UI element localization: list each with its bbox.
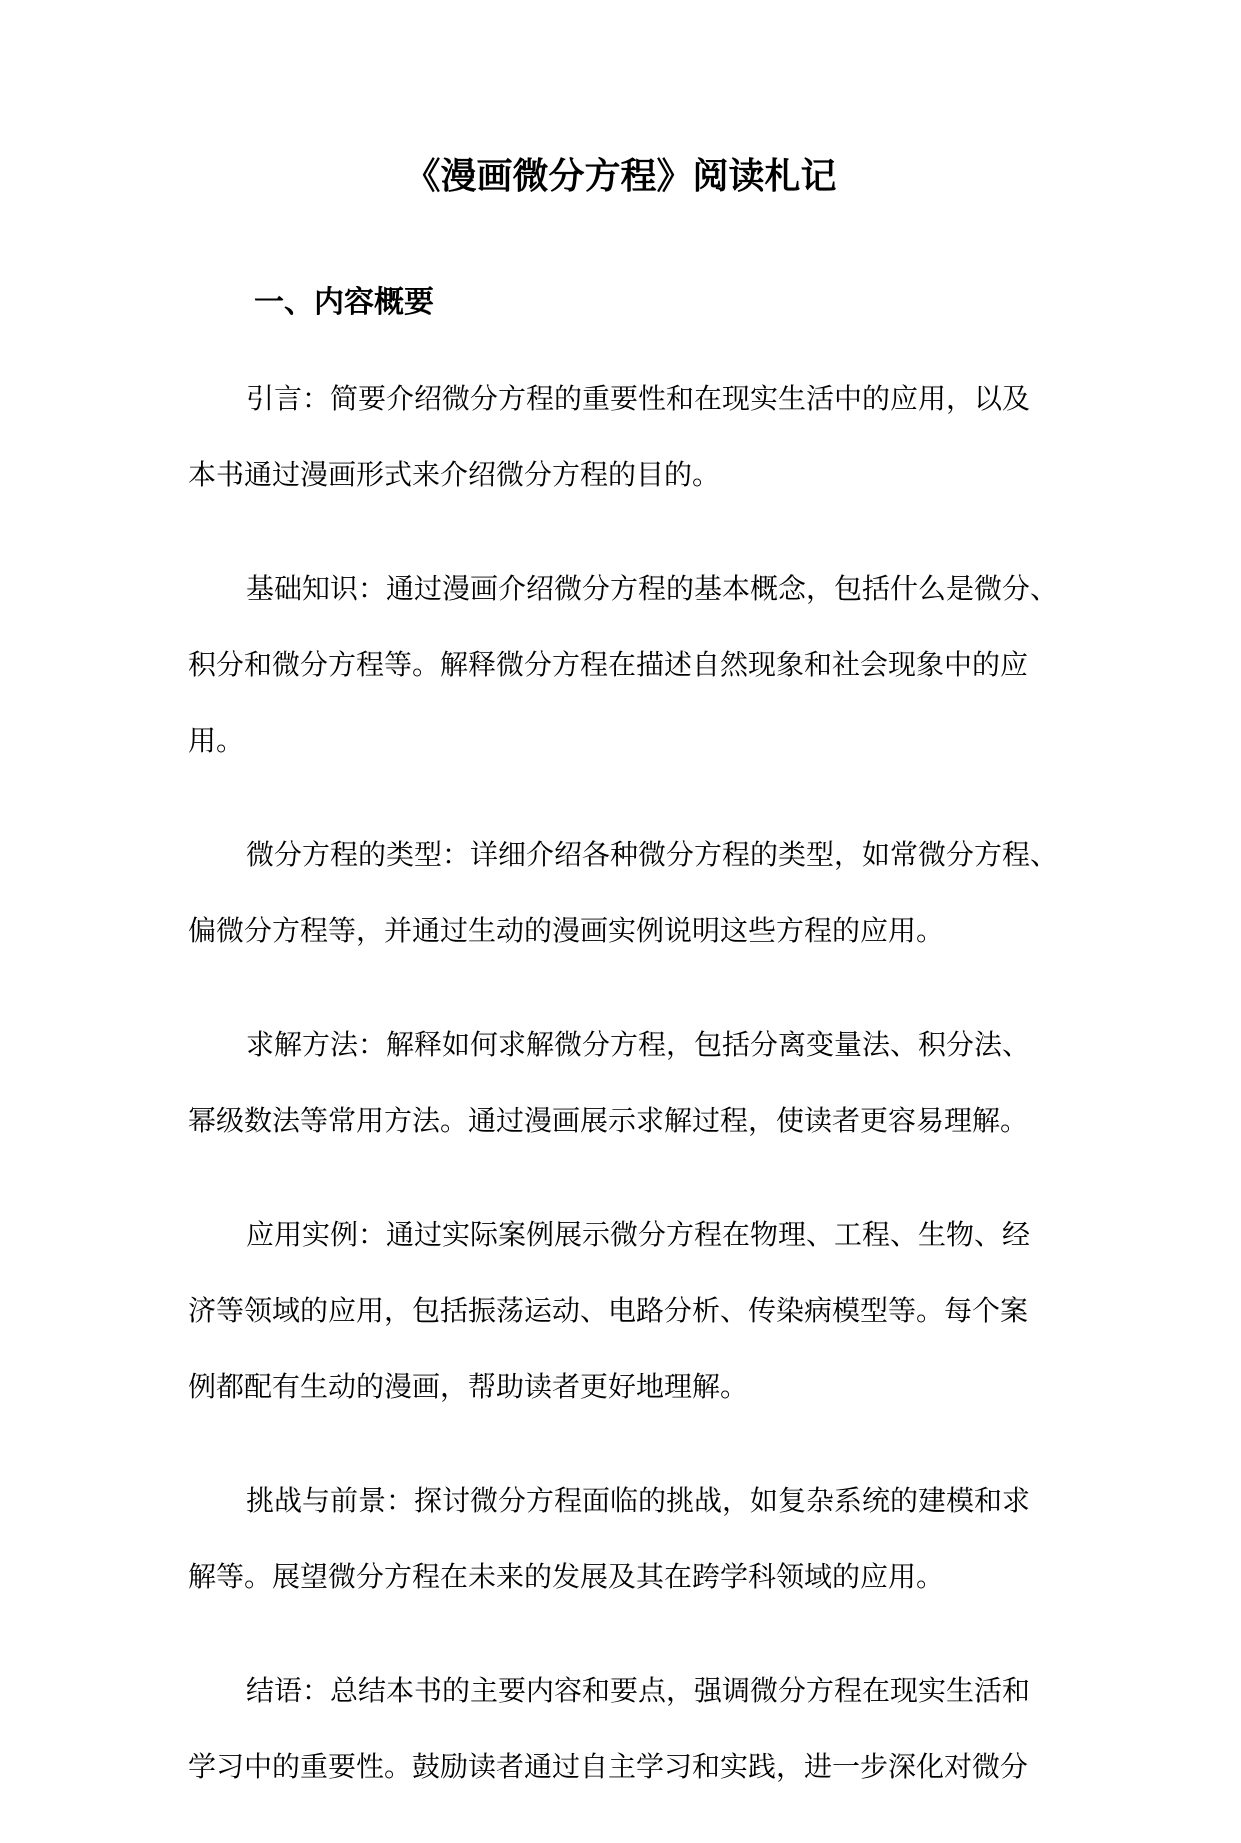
paragraph-applications: [188, 1197, 1058, 1425]
paragraph-line: 微分方程的类型：详细介绍各种微分方程的类型，如常微分方程、: [246, 838, 1059, 871]
section-heading: 一、内容概要: [254, 285, 434, 320]
paragraph-line: 本书通过漫画形式来介绍微分方程的目的。: [188, 458, 721, 491]
paragraph-line: 例都配有生动的漫画，帮助读者更好地理解。: [188, 1370, 749, 1403]
paragraph-line: 偏微分方程等，并通过生动的漫画实例说明这些方程的应用。: [188, 914, 945, 947]
paragraph-basics: [188, 551, 1058, 779]
paragraph-line: 求解方法：解释如何求解微分方程，包括分离变量法、积分法、: [246, 1028, 1031, 1061]
paragraph-types: [188, 817, 1058, 969]
paragraph-line: 用。: [188, 724, 245, 757]
paragraph-line: 基础知识：通过漫画介绍微分方程的基本概念，包括什么是微分、: [246, 572, 1059, 605]
paragraph-introduction: [188, 361, 1058, 513]
paragraph-line: 挑战与前景：探讨微分方程面临的挑战，如复杂系统的建模和求: [246, 1484, 1031, 1517]
paragraph-methods: [188, 1007, 1058, 1159]
paragraph-conclusion: [188, 1653, 1058, 1805]
paragraph-line: 学习中的重要性。鼓励读者通过自主学习和实践，进一步深化对微分: [188, 1750, 1029, 1783]
document-body: [188, 361, 1058, 1843]
paragraph-line: 幂级数法等常用方法。通过漫画展示求解过程，使读者更容易理解。: [188, 1104, 1029, 1137]
paragraph-line: 应用实例：通过实际案例展示微分方程在物理、工程、生物、经: [246, 1218, 1031, 1251]
document-title: 《漫画微分方程》阅读札记: [404, 155, 837, 197]
paragraph-line: 积分和微分方程等。解释微分方程在描述自然现象和社会现象中的应: [188, 648, 1029, 681]
paragraph-line: 济等领域的应用，包括振荡运动、电路分析、传染病模型等。每个案: [188, 1294, 1029, 1327]
paragraph-line: 结语：总结本书的主要内容和要点，强调微分方程在现实生活和: [246, 1674, 1031, 1707]
paragraph-challenges: [188, 1463, 1058, 1615]
paragraph-line: 引言：简要介绍微分方程的重要性和在现实生活中的应用，以及: [246, 382, 1031, 415]
paragraph-line: 解等。展望微分方程在未来的发展及其在跨学科领域的应用。: [188, 1560, 945, 1593]
